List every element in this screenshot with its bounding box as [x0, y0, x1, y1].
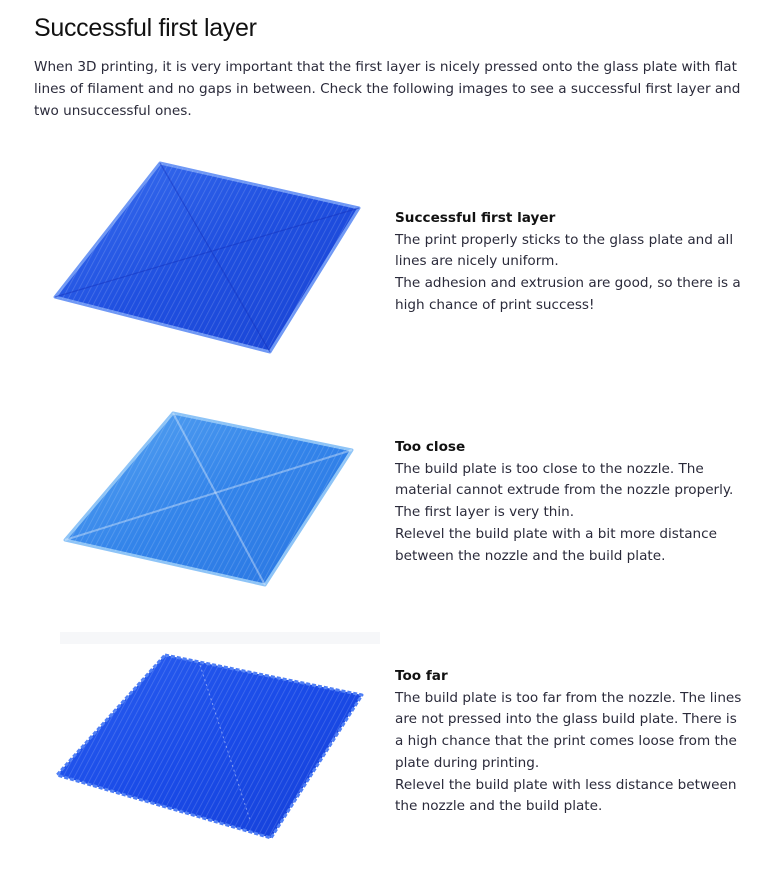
page-title: Successful first layer — [34, 14, 257, 42]
intro-paragraph: When 3D printing, it is very important that the first layer is nicely pressed onto the glass plate with flat lines of filament and no gaps in between. Check the following images to see a successful first layer and two unsuccessful ones. — [34, 59, 741, 119]
example-text: The print properly sticks to the glass plate and all lines are nicely uniform. — [395, 231, 734, 270]
example-text: Relevel the build plate with less distance between the nozzle and the build plate. — [395, 776, 737, 815]
example-too-close — [395, 437, 745, 567]
example-text: The adhesion and extrusion are good, so there is a high chance of print success! — [395, 275, 741, 313]
example-text: The build plate is too far from the nozzle. The lines are not pressed into the glass build plate. There is a high chance that the print comes loose from the plate during printing. — [395, 689, 742, 771]
example-heading: Successful first layer — [395, 210, 556, 226]
example-too-far — [395, 666, 745, 818]
example-text: The build plate is too close to the nozzle. The material cannot extrude from the nozzle properly. — [395, 460, 734, 499]
example-heading: Too close — [395, 439, 466, 455]
example-text: Relevel the build plate with a bit more distance between the nozzle and the build plate. — [395, 525, 717, 564]
example-heading: Too far — [395, 668, 448, 684]
example-successful — [395, 208, 745, 317]
example-text: The first layer is very thin. — [395, 504, 575, 521]
